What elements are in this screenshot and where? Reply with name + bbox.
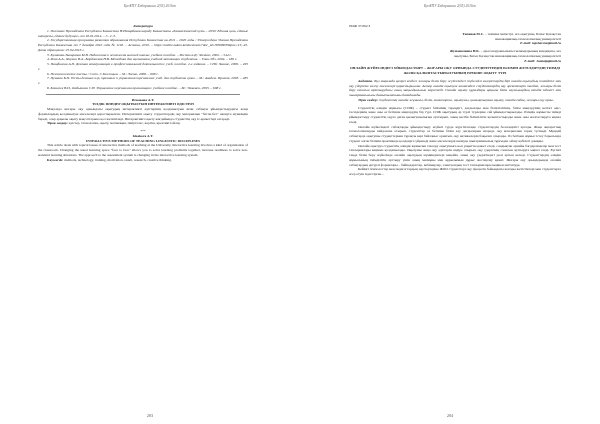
article-keywords (349, 98, 561, 103)
article-title: ОНЛАЙН ЖҮЙЕСІНДЕГІ ҰЙЫМДАСТЫРУ – ЖОҒАРЫ ОҚУ ОРНЫНДА СТУДЕНТТЕРДІҢ БІЛІМІН ЖЕТІЛДІРУДІҢ ТИІМДІ ЖОЛЫ ҚАЛЫПТАСТЫРЫЛУЫНЫҢ ЕРЕКШЕ ОҚЫТУ ТҮРІ (349, 66, 561, 75)
keywords-label: Тірек сөздер: (358, 97, 378, 102)
reference-item: 5. Панфилова А.П. Деловая коммуникация в профессиональной деятельности: учеб. пособие. 2-е издание. – СПб: Знание, 2006. – 495 с. (38, 62, 248, 71)
keywords-label: Keywords: (47, 157, 64, 162)
page-number: 204 (446, 413, 454, 418)
reference-item: 2. Государственная программа развития образования Республики Казахстан на 2011 – 2020 годы / Утверждена Указом Президента Республики Казахстан от 7 декабря 2010 года № 1118. – Астана, 2010. – https://online.zakon.kz/document/?doc_id=30908039#pos=15;-45. Дата обращения: 25.04.2016 г. (38, 38, 248, 52)
reference-item: 4. Реан А.А., Якунин В.А., Бордовская Н.В. Методика для оценивания учебной мотивации студентов. – Улан-Удэ, 2004. – 186 с. (47, 57, 238, 62)
author-block (349, 32, 561, 64)
abstract-text: Бұл мақалада қазіргі кездегі жоғары білім беру жүйесіндегі түбегейлі өзгерістердің бірі онлайн оқытудың тиімділігі мен оқу үдерісіне енгізу мәселелері қарастырылған. Автор онлайн оқытуға көшкендегі студенттердің оқу әрекеттерін талдап, жоғары білім беру сапасын арттырудағы оның маңыздылығын көрсетеді. Онлайн оқыту құралдары арқылы білім алушылардың өзіндік ізденісі мен шығармашылығы дамытылатыны баяндалады. (349, 78, 561, 97)
abstract-label: Андатпа. (358, 78, 374, 83)
abstract-title-en: INTERACTIVE METHODS OF TEACHING LINGUISTIC DISCIPLINES (85, 138, 201, 143)
reference-item: 3. Кулакова-Тыкарлова М.В. Педагогика и психология высшей школы: учебное пособие. – Ростов н/Д.: Феникс, 2002. – 544 с. (47, 52, 232, 57)
reference-item: 7. Пузанов Б.П. Тесты деловых игр, тренинги и управления персоналом: учеб. для студентов вузов. – М.: Академ. Проект, 2003. – 285 с. (38, 76, 248, 85)
right-page (300, 0, 600, 424)
reference-item: 1. Послание Президента Республики Казахстан Н.Назарбаева народу Казахстана «Казахстанский путь – 2050: Единая цель, единые интересы, единое будущее» от 18.01.2014. – С. 2–3. (38, 28, 248, 38)
body-paragraph: Онлайн жүйесіндегі сабақтарды ұйымдастыру жүйелі түрде жүргізілгенде студенттердің белсенділігі артады. Жаңа ақпараттық технологияларды пайдалана отырып, студенттер өз бетінше білім алу дағдыларын игереді, оқу материалын терең түсінеді. Мұндай сабақтарда оқытушы студенттермен тұрақты кері байланыс орнатып, оқу нәтижелерін бақылап отырады. Өз бетімен жұмыс істеу барысында студент алған білімін практикада қолдануға үйренеді және мәселелерді шешуде шығармашылық тұрғыдан ойлау қабілеті дамиды. (349, 124, 561, 143)
author-name: Жуманалиева Н.К. (449, 49, 480, 53)
abstract-author-en: Iskakova A.T. (132, 133, 154, 138)
article-abstract (349, 79, 561, 98)
reference-item: 8. Кошелев В.П., Кабышева С.Н. Управление персоналом организации: учебное пособие. – М.: Экзамен, 2003. – 608 с. (47, 85, 222, 90)
running-head: ҚазҰПУ Хабаршысы 2(55) 2016ж (123, 4, 177, 8)
abstract-text-kz: Мақалада жоғары оқу орнындағы оқытудың интерактивті әдістерінің қолданылуын яғни сабақты ұйымдастырудағы жаңа формалардың қолданылуы мәселелері қарастырылған. Интерактивті оқыту студенттердің оқу материалын "бетпе-бет" шешуге мүмкіндік береді, олар арқылы оқыту мақсаттарына қол жеткізіледі. Интерактивті оқыту жағдайында студенттің оқу іс-әрекеттері өзгереді. (38, 107, 248, 121)
keywords-text: әдістер, технология, оқыту, мотивация, пікірталас, көргіш, креативті ойлау. (68, 121, 181, 126)
author-name: Тапанов М.С. (462, 31, 485, 36)
keywords-text: студенттің онлайн жұмысы, білім, мониторинг, оқытушы, қашықтықтан оқыту, онлайн сабақ, жоғары оқу орны. (378, 97, 554, 102)
author-entry (445, 32, 561, 42)
author-email: E-mail: tapshet.me@mail.ru (520, 41, 561, 46)
literature-heading: Литература (133, 24, 153, 28)
reference-item: 6. Психологические тесты / Сост. С.Кислицын. – М.: Эксмо, 2008. – 608 с. (47, 71, 159, 76)
page-number: 203 (146, 413, 154, 418)
author-email: E-mail: Jauzaip@mail.ru (524, 58, 561, 63)
author-affiliation: – ауыл шаруашылығы ғылымдарының кандидаты, аға оқытушы, Батыс Қазақстан инновациялық-технологиялық университеті (453, 49, 561, 58)
body-paragraph: Онлайн оқытуда студенттің өзіндік жұмысын тексеру оқытушыға көп уақытты қажет етеді, сондықтан арнайы бағдарламалар мен тест тапсырмалары кеңінен қолданылады. Оқытушы жаңа оқу әдістерін ендіре отырып, оқу үдерісінің сапасын арттыруға ықпал етеді. Бүгінгі таңда білім беру жүйесінде онлайн оқытудың мүмкіндіктері кеңейіп, оның оқу үдерісіндегі рөлі артып келеді. Студенттердің өзіндік жұмысының тиімділігін арттыру үшін оның мазмұны мен құрылымын дұрыс жоспарлау қажет. Жоғары оқу орындарында онлайн сабақтардың әртүрлі формалары – бейнедәрістер, вебинарлар, электрондық тест тапсырмалары кеңінен енгізілуде. (349, 143, 561, 167)
body-paragraph: Студенттің өзіндік жұмысы (СӨЖ) – студент білімінің тереңдігі, дағдылары мен біліктілігінің, білім меңгеруінің негізгі әдіс-тәсілдерінің және оны өз бетінше меңгерудің бір түрі. СӨЖ оқытудың әр түрлі түрлеріне сай ұйымдастырылады. Өзіндік жұмысты тиімді ұйымдастыру студенттің оқуға деген қызығушылығын арттырып, оның кәсіби біліктілігін қалыптастырады және оны жалғастыруға ықпал етеді. (349, 105, 561, 124)
keywords-en (38, 158, 248, 163)
author-entry (445, 49, 561, 59)
left-column (38, 24, 248, 162)
author-affiliation: – техника магистрі, аға оқытушы, Батыс Қазақстан инновациялық-технологиялық университеті (485, 31, 561, 41)
keywords-text: methods, technology, training, motivation, result, research, creative thinking. (64, 157, 172, 162)
abstract-author-kz: Искакова А.Т. (131, 97, 155, 102)
abstract-title-kz: ТІЛДІК ПӘНДЕР ОҚЫТЫЛУЫН ИНТЕРАКТИВТІ ӘДІСТЕРІ (92, 102, 194, 107)
running-head: ҚазҰПУ Хабаршысы 2(55) 2016ж (423, 4, 477, 8)
separator-stars: *** (140, 129, 146, 133)
abstract-text-en: This article deals with topical issues of interactive methods of teaching at the University. Interactive learning involves a kind of organization of the classroom. Changing the usual learning space "face to face" allows you to solve learning problems together, increase readiness to solve non-standard learning situations. The approach to the assessment system is changing in the interactive learning system. (38, 143, 248, 157)
udc-code: ӘОЖ 37.062.3 (349, 24, 371, 28)
keywords-label: Тірек сөздер: (47, 121, 68, 126)
right-column (349, 24, 561, 177)
reference-list (38, 29, 248, 91)
body-paragraph: Кейінгі психологтар мен педагогтардың зерттеулеріне ЖОО студенттері оқу процесін бойындағы жоғары жетістіктері мен студенттерге әсер етуін іздестірген... (349, 167, 561, 176)
